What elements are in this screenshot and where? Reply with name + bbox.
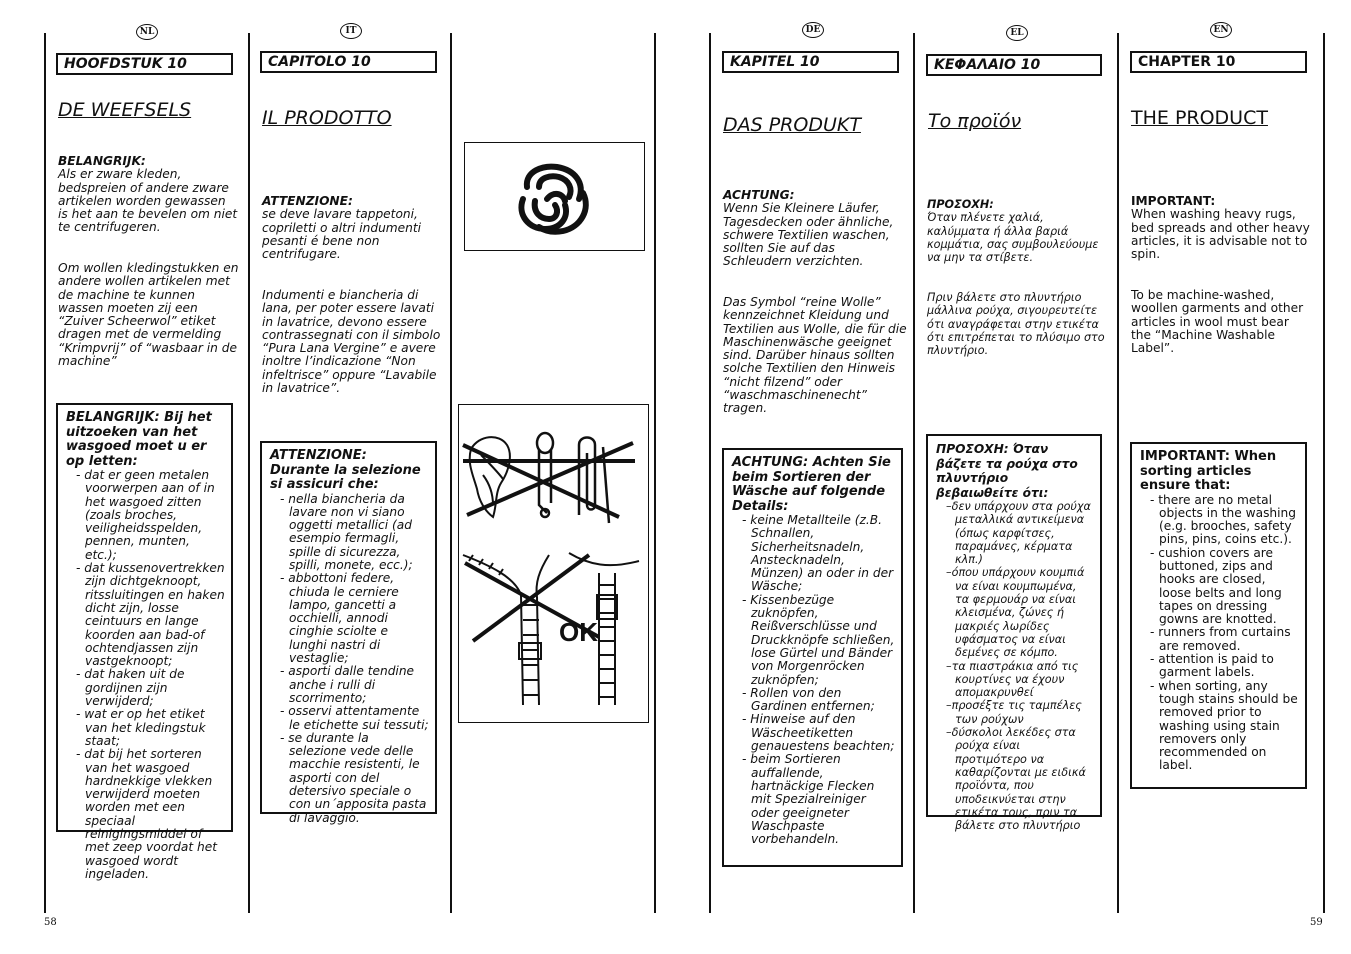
list-item: - osservi attentamente le etichette sui tessuti; xyxy=(280,705,429,732)
list-item: – προσέξτε τις ταμπέλες των ρούχων xyxy=(946,699,1094,726)
list-item: - Kissenbezüge zuknöpfen, Reißverschlüsse und Druckknöpfe schließen, lose Gürtel und Bänder von Morgenröcken zuknöpfen; xyxy=(742,594,895,687)
safety-pin-icon xyxy=(537,433,553,517)
box-heading: ATTENZIONE: Durante la selezione si assicuri che: xyxy=(270,448,421,492)
column-rule xyxy=(709,33,711,913)
chapter-heading-nl: HOOFDSTUK 10 xyxy=(56,53,233,75)
sorting-list xyxy=(732,514,895,846)
sorting-illustration xyxy=(458,404,649,723)
list-item: - dat kussenovertrekken zijn dichtgeknoopt, ritssluitingen en haken dicht zijn, losse ceintuurs en lange koorden aan bad-of ochtendjassen zijn vastgeknoopt; xyxy=(76,562,225,668)
note-text: Πριν βάλετε στο πλυντήριο μάλλινα ρούχα, σιγουρευτείτε ότι αναγράφεται στην ετικέτα ότι επιτρέπεται το πλύσιμο στο πλυντήριο. xyxy=(927,291,1105,358)
list-item: – τα πιαστράκια από τις κουρτίνες να έχουν απομακρυνθεί xyxy=(946,660,1094,700)
chapter-heading-it: CAPITOLO 10 xyxy=(260,51,437,73)
box-heading: ACHTUNG: Achten Sie beim Sortieren der Wäsche auf folgende Details: xyxy=(732,455,891,514)
language-badge-nl: NL xyxy=(136,24,158,40)
note-label: ATTENZIONE: xyxy=(262,194,353,208)
note-text: Indumenti e biancheria di lana, per poter essere lavati in lavatrice, devono essere contrassegnati con il simbolo “Pura Lana Vergine” e avere inoltre l’indicazione “Non infeltrisce” oppure “Lavabile in lavatrice”. xyxy=(262,288,441,396)
note-text: Wenn Sie Kleinere Läufer, Tagesdecken oder ähnliche, schwere Textilien waschen, sollten Sie auf das Schleudern verzichten. xyxy=(723,201,894,269)
note-text: Als er zware kleden, bedspreien of andere zware artikelen worden gewassen is het aan te bevelen om niet te centrifugeren. xyxy=(58,167,238,235)
open-zipper-icon xyxy=(463,555,549,705)
list-item: - dat er geen metalen voorwerpen aan of in het wasgoed zitten (zoals broches, veiligheidsspelden, pennen, munten, etc.); xyxy=(76,469,225,562)
section-title-de: DAS PRODUKT xyxy=(723,114,861,136)
sorting-box-en xyxy=(1130,442,1307,789)
list-item: - nella biancheria da lavare non vi siano oggetti metallici (ad esempio fermagli, spille di sicurezza, spilli, monete, ecc.); xyxy=(280,493,429,573)
wool-note-de xyxy=(723,296,907,416)
language-badge-it: IT xyxy=(340,23,362,39)
column-rule xyxy=(1117,33,1119,913)
sorting-list xyxy=(1140,494,1299,773)
section-title-el: Το προϊόν xyxy=(928,110,1022,132)
important-note-it xyxy=(262,195,442,261)
column-rule xyxy=(450,33,452,913)
list-item: - Hinweise auf den Wäscheetiketten genauestens beachten; xyxy=(742,713,895,753)
sorting-box-it xyxy=(260,441,437,825)
language-badge-el: EL xyxy=(1006,25,1028,41)
list-item: - there are no metal objects in the washing (e.g. brooches, safety pins, pins, coins etc.). xyxy=(1150,494,1299,547)
box-heading: IMPORTANT: When sorting articles ensure that: xyxy=(1140,449,1277,493)
column-rule xyxy=(44,33,46,913)
note-text: Om wollen kledingstukken en andere wollen artikelen met de machine te kunnen wassen moeten zij een “Zuiver Scheerwol” etiket dragen met de vermelding “Krimpvrij” of “wasbaar in de machine” xyxy=(58,261,239,369)
wool-symbol-figure xyxy=(464,142,645,251)
column-rule xyxy=(248,33,250,913)
list-item: - attention is paid to garment labels. xyxy=(1150,653,1299,680)
page-number-left: 58 xyxy=(44,917,57,928)
important-note-nl xyxy=(58,155,238,235)
chapter-heading-el: ΚΕΦΑΛΑΙΟ 10 xyxy=(926,54,1102,76)
list-item: - Rollen von den Gardinen entfernen; xyxy=(742,687,895,714)
chapter-heading-de: KAPITEL 10 xyxy=(722,51,899,73)
box-heading: ΠΡΟΣΟΧΗ: Όταν βάζετε τα ρούχα στο πλυντήριο βεβαιωθείτε ότι: xyxy=(936,442,1078,500)
section-title-en: THE PRODUCT xyxy=(1131,107,1268,129)
page-number-right: 59 xyxy=(1310,917,1323,928)
list-item: - se durante la selezione vede delle macchie resistenti, le asporti con del detersivo speciale o con un´apposita pasta di lavaggio. xyxy=(280,732,429,825)
chapter-heading-en: CHAPTER 10 xyxy=(1130,51,1307,73)
important-note-el xyxy=(927,198,1109,264)
sorting-box-el xyxy=(926,434,1102,833)
section-title-nl: DE WEEFSELS xyxy=(58,99,192,121)
list-item: - asporti dalle tendine anche i rulli di scorrimento; xyxy=(280,665,429,705)
list-item: - cushion covers are buttoned, zips and hooks are closed, loose belts and long tapes on dressing gowns are knotted. xyxy=(1150,547,1299,627)
box-heading: BELANGRIJK: Bij het uitzoeken van het wasgoed moet u er op letten: xyxy=(66,410,212,469)
note-text: When washing heavy rugs, bed spreads and other heavy articles, it is advisable not to spin. xyxy=(1131,207,1310,262)
list-item: – δεν υπάρχουν στα ρούχα μεταλλικά αντικείμενα (όπως καρφίτσες, παραμάνες, κέρματα κλπ.) xyxy=(946,500,1094,566)
sorting-list xyxy=(936,500,1094,832)
list-item: - beim Sortieren auffallende, hartnäckige Flecken mit Spezialreiniger oder geeigneter Waschpaste vorbehandeln. xyxy=(742,753,895,846)
section-title-it: IL PRODOTTO xyxy=(262,107,392,129)
wool-note-el xyxy=(927,291,1109,357)
list-item: - wat er op het etiket van het kledingstuk staat; xyxy=(76,708,225,748)
list-item: – όπου υπάρχουν κουμπιά να είναι κουμπωμένα, τα φερμουάρ να είναι κλεισμένα, ζώνες ή μακριές λωρίδες υφάσματος να είναι δεμένες σε κόμπο. xyxy=(946,566,1094,659)
note-text: se deve lavare tappetoni, copriletti o altri indumenti pesanti é bene non centrifugare. xyxy=(262,207,422,262)
wool-note-en xyxy=(1131,289,1311,355)
column-rule xyxy=(913,33,915,913)
list-item: - runners from curtains are removed. xyxy=(1150,626,1299,653)
wool-note-nl xyxy=(58,262,240,368)
sorting-items-figure xyxy=(459,405,648,722)
note-text: Όταν πλένετε χαλιά, καλύμματα ή άλλα βαριά κομμάτια, σας συμβουλεύουμε να μην τα στίβετε. xyxy=(927,211,1099,265)
list-item: - abbottoni federe, chiuda le cerniere lampo, gancetti a occhielli, annodi cinghie sciolte e lunghi nastri di vestaglie; xyxy=(280,572,429,665)
sorting-box-de xyxy=(722,448,903,867)
note-text: To be machine-washed, woollen garments and other articles in wool must bear the “Machine Washable Label”. xyxy=(1131,288,1304,356)
column-rule xyxy=(1323,33,1325,913)
language-badge-en: EN xyxy=(1210,22,1232,38)
language-badge-de: DE xyxy=(802,22,824,38)
important-note-de xyxy=(723,189,907,269)
column-rule xyxy=(654,33,656,913)
sorting-list xyxy=(270,493,429,825)
note-label: ΠΡΟΣΟΧΗ: xyxy=(927,198,994,211)
list-item: - keine Metallteile (z.B. Schnallen, Sicherheitsnadeln, Anstecknadeln, Münzen) an oder in der Wäsche; xyxy=(742,514,895,594)
list-item: - when sorting, any tough stains should be removed prior to washing using stain removers only recommended on label. xyxy=(1150,680,1299,773)
note-label: BELANGRIJK: xyxy=(58,154,146,168)
important-note-en xyxy=(1131,195,1311,261)
note-label: ACHTUNG: xyxy=(723,188,795,202)
wool-note-it xyxy=(262,289,442,395)
woolmark-icon xyxy=(465,143,644,250)
note-text: Das Symbol “reine Wolle” kennzeichnet Kleidung und Textilien aus Wolle, die für die Maschinenwäsche geeignet sind. Darüber hinaus sollten solche Textilien den Hinweis “nicht filzend” oder “waschmaschinenecht” tragen. xyxy=(723,295,907,416)
list-item: - dat haken uit de gordijnen zijn verwijderd; xyxy=(76,668,225,708)
list-item: – δύσκολοι λεκέδες στα ρούχα είναι προτιμότερο να καθαρίζονται με ειδικά προϊόντα, που υποδεικνύεται στην ετικέτα τους, πριν τα βάλετε στο πλυντήριο xyxy=(946,726,1094,832)
sorting-box-nl xyxy=(56,403,233,881)
note-label: IMPORTANT: xyxy=(1131,194,1216,208)
list-item: - dat bij het sorteren van het wasgoed hardnekkige vlekken verwijderd moeten worden met een speciaal reinigingsmiddel of met zeep voordat het wasgoed wordt ingeladen. xyxy=(76,748,225,881)
sorting-list xyxy=(66,469,225,881)
ok-label: OK xyxy=(559,617,598,647)
